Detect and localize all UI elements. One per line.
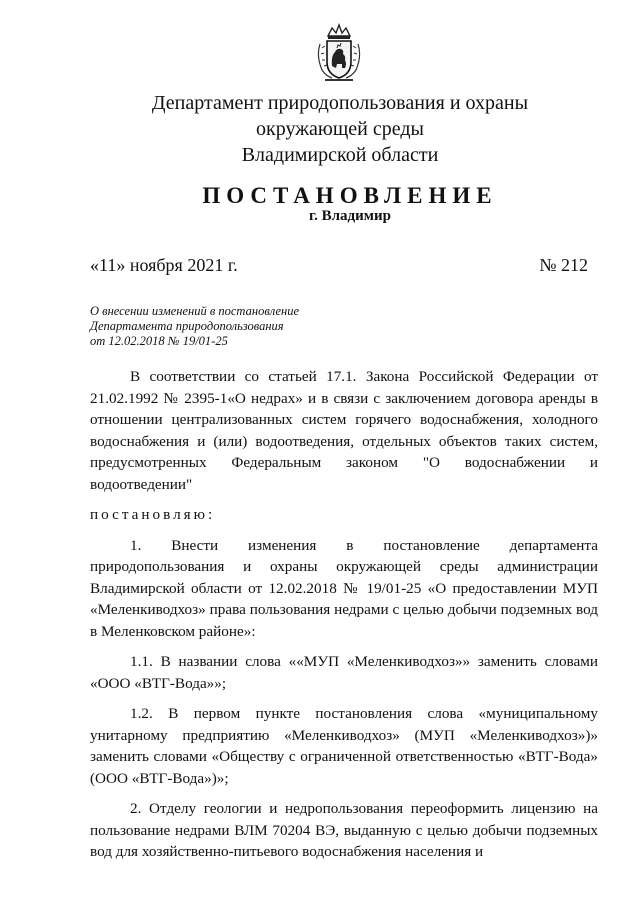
header-line-3: Владимирской области — [241, 144, 439, 166]
item-1-1-paragraph: 1.1. В названии слова ««МУП «Меленкиводхоз»» заменить словами «ООО «ВТГ-Вода»»; — [90, 653, 598, 692]
document-number: № 212 — [539, 255, 588, 275]
header-line-2: окружающей среды — [256, 118, 424, 140]
document-city: г. Владимир — [309, 208, 391, 224]
subject-line-2: Департамента природопользования — [90, 319, 284, 333]
intro-paragraph: В соответствии со статьей 17.1. Закона Российской Федерации от 21.02.1992 № 2395-1«О недрах» и в связи с заключением договора аренды в отношении централизованных систем горячего водоснабжения, холодного водоснабжения и (или) водоотведения, отдельных объектов таких систем, предусмотренных Федеральным законом "О водоснабжении и водоотведении" — [90, 368, 598, 493]
header-line-1: Департамент природопользования и охраны — [151, 92, 529, 114]
document-date: «11» ноября 2021 г. — [90, 255, 238, 275]
coat-of-arms-emblem — [316, 22, 362, 82]
subject-line-3: от 12.02.2018 № 19/01-25 — [90, 334, 228, 348]
document-body — [90, 366, 598, 863]
item-1-paragraph: 1. Внести изменения в постановление департамента природопользования и охраны окружающей среды администрации Владимирской области от 12.02.2018 № 19/01-25 «О предоставлении МУП «Меленкиводхоз» права пользования недрами с целью добычи подземных вод в Меленковском районе»: — [90, 536, 598, 640]
item-1-2-paragraph: 1.2. В первом пункте постановления слова «муниципальному унитарному предприятию «Меленкиводхоз» (МУП «Меленкиводхоз»)» заменить словами «Обществу с ограниченной ответственностью «ВТГ-Вода» (ООО «ВТГ-Вода»)»; — [90, 705, 598, 787]
department-header — [60, 90, 620, 168]
document-subject — [90, 304, 299, 349]
decree-word: постановляю: — [90, 506, 216, 523]
document-title: ПОСТАНОВЛЕНИЕ — [202, 183, 498, 208]
subject-line-1: О внесении изменений в постановление — [90, 304, 300, 318]
item-2-paragraph: 2. Отделу геологии и недропользования переоформить лицензию на пользование недрами ВЛМ 70204 ВЭ, выданную с целью добычи подземных вод для хозяйственно-питьевого водоснабжения населения и — [90, 800, 598, 860]
